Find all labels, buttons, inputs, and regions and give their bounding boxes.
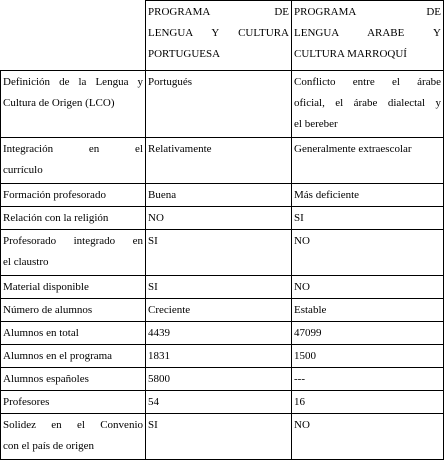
- header-portuguese-line1: PROGRAMA DE: [148, 6, 289, 18]
- portuguese-value: 1831: [146, 345, 292, 368]
- row-label-line: Profesorado integrado en: [3, 235, 143, 247]
- arabic-value: 16: [292, 391, 444, 414]
- arabic-value: Más deficiente: [292, 184, 444, 207]
- row-label: Número de alumnos: [1, 299, 146, 322]
- arabic-value: SI: [292, 207, 444, 230]
- row-label: Profesores: [1, 391, 146, 414]
- header-portuguese-program: [146, 1, 292, 71]
- table-row: [1, 345, 444, 368]
- portuguese-value: Buena: [146, 184, 292, 207]
- row-label-line: Solidez en el Convenio: [3, 419, 143, 431]
- header-corner-cell: [1, 1, 146, 71]
- table-row: [1, 276, 444, 299]
- header-portuguese-line2: LENGUA Y CULTURA: [148, 27, 289, 39]
- table-row: [1, 207, 444, 230]
- row-label: [1, 414, 146, 460]
- portuguese-value: Portugués: [146, 71, 292, 138]
- row-label: [1, 138, 146, 184]
- arabic-value: NO: [292, 276, 444, 299]
- arabic-value: 47099: [292, 322, 444, 345]
- row-label-line: Integración en el: [3, 143, 143, 155]
- table-row: [1, 368, 444, 391]
- row-label: Relación con la religión: [1, 207, 146, 230]
- arabic-value-line: el bereber: [294, 118, 338, 130]
- table-row: [1, 230, 444, 276]
- portuguese-value: SI: [146, 230, 292, 276]
- arabic-value: Estable: [292, 299, 444, 322]
- arabic-value: ---: [292, 368, 444, 391]
- portuguese-value: 5800: [146, 368, 292, 391]
- arabic-value: Generalmente extraescolar: [292, 138, 444, 184]
- table-row: [1, 138, 444, 184]
- portuguese-value: NO: [146, 207, 292, 230]
- arabic-value: NO: [292, 230, 444, 276]
- table-row: [1, 414, 444, 460]
- row-label: [1, 230, 146, 276]
- table-row: [1, 184, 444, 207]
- row-label: Material disponible: [1, 276, 146, 299]
- row-label-line: el claustro: [3, 256, 49, 268]
- portuguese-value: SI: [146, 414, 292, 460]
- row-label: Alumnos españoles: [1, 368, 146, 391]
- table-row: [1, 71, 444, 138]
- header-arabic-line2: LENGUA ARABE Y: [294, 27, 441, 39]
- arabic-value: NO: [292, 414, 444, 460]
- table-row: [1, 322, 444, 345]
- portuguese-value: 4439: [146, 322, 292, 345]
- table-row: [1, 299, 444, 322]
- row-label-line: con el país de origen: [3, 440, 95, 452]
- portuguese-value: Creciente: [146, 299, 292, 322]
- arabic-value: [292, 71, 444, 138]
- arabic-value-line: oficial, el árabe dialectal y: [294, 97, 441, 109]
- table-header-row: [1, 1, 444, 71]
- header-arabic-line3: CULTURA MARROQUÍ: [294, 48, 407, 60]
- portuguese-value: 54: [146, 391, 292, 414]
- arabic-value: 1500: [292, 345, 444, 368]
- header-arabic-program: [292, 1, 444, 71]
- arabic-value-line: Conflicto entre el árabe: [294, 76, 441, 88]
- header-arabic-line1: PROGRAMA DE: [294, 6, 441, 18]
- row-label-line: currículo: [3, 164, 43, 176]
- table-row: [1, 391, 444, 414]
- row-label-line: Cultura de Origen (LCO): [3, 97, 115, 109]
- row-label: Alumnos en el programa: [1, 345, 146, 368]
- portuguese-value: Relativamente: [146, 138, 292, 184]
- row-label: [1, 71, 146, 138]
- row-label-line: Definición de la Lengua y: [3, 76, 143, 88]
- portuguese-value: SI: [146, 276, 292, 299]
- header-portuguese-line3: PORTUGUESA: [148, 48, 221, 60]
- row-label: Formación profesorado: [1, 184, 146, 207]
- row-label: Alumnos en total: [1, 322, 146, 345]
